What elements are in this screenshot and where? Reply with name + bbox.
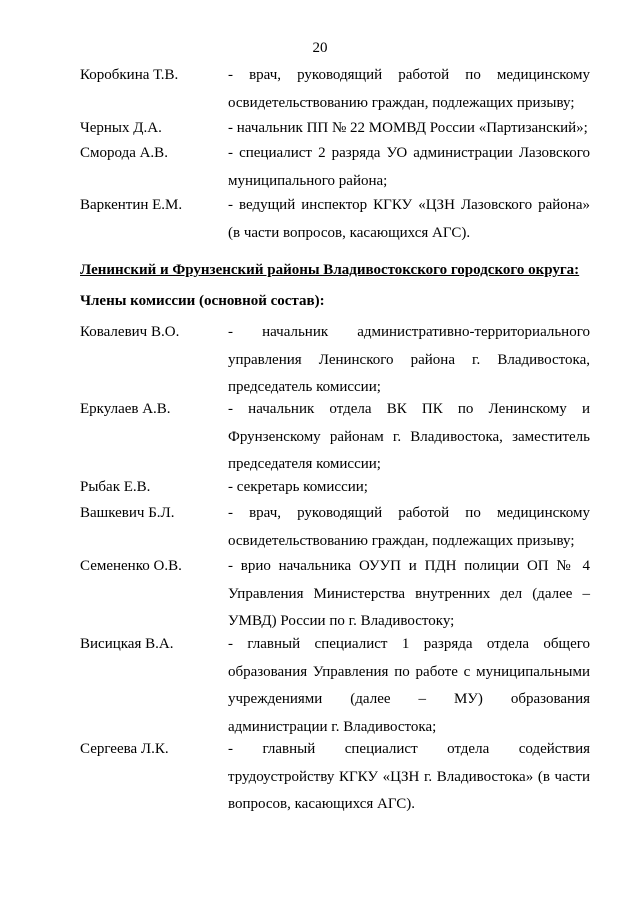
role-line: председатель комиссии; <box>228 379 381 395</box>
member-name: Сергеева Л.К. <box>80 741 169 757</box>
role-line: - главный специалист отдела содействия <box>228 741 590 757</box>
member-name: Еркулаев А.В. <box>80 401 171 417</box>
member-entry <box>80 142 590 195</box>
role-line: - врач, руководящий работой по медицинскому <box>228 505 590 521</box>
member-name: Семененко О.В. <box>80 558 182 574</box>
member-role <box>228 62 590 117</box>
member-entry <box>80 633 590 741</box>
member-role <box>228 396 590 479</box>
role-line: управления Ленинского района г. Владивостока, <box>228 351 590 368</box>
page-number: 20 <box>312 40 328 56</box>
member-role <box>228 736 590 819</box>
member-name: Висицкая В.А. <box>80 636 174 652</box>
role-line: - ведущий инспектор КГКУ «ЦЗН Лазовского района» <box>228 197 590 213</box>
member-entry <box>80 321 590 402</box>
subsection-title: Члены комиссии (основной состав): <box>80 293 325 309</box>
section-title: Ленинский и Фрунзенский районы Владивостокского городского округа: <box>80 262 580 278</box>
member-role <box>228 474 590 502</box>
role-line: (в части вопросов, касающихся АГС). <box>228 224 471 241</box>
role-line: учреждениями (далее – МУ) образования <box>228 691 590 707</box>
member-role <box>228 500 590 555</box>
member-name: Сморода А.В. <box>80 145 168 161</box>
role-line: - специалист 2 разряда УО администрации Лазовского <box>228 145 590 161</box>
member-name: Черных Д.А. <box>80 120 162 136</box>
member-name: Коробкина Т.В. <box>80 67 179 83</box>
role-line: муниципального района; <box>228 172 388 189</box>
role-line: - главный специалист 1 разряда отдела общего <box>228 636 590 652</box>
role-line: - начальник отдела ВК ПК по Ленинскому и <box>228 401 590 417</box>
role-line: трудоустройству КГКУ «ЦЗН г. Владивостока» (в части <box>228 768 590 785</box>
member-entry <box>80 398 590 479</box>
member-entry <box>80 502 590 555</box>
member-role <box>228 631 590 741</box>
role-line: Фрунзенскому районам г. Владивостока, заместитель <box>228 428 590 445</box>
role-line: председателя комиссии; <box>228 456 381 472</box>
member-entry <box>80 117 590 143</box>
member-entry <box>80 555 590 636</box>
member-role <box>228 115 590 143</box>
role-line: - начальник ПП № 22 МОМВД России «Партизанский»; <box>228 120 588 136</box>
member-role <box>228 140 590 195</box>
role-line: - секретарь комиссии; <box>228 479 368 495</box>
role-line: освидетельствованию граждан, подлежащих призыву; <box>228 94 575 111</box>
member-entry <box>80 738 590 819</box>
role-line: УМВД) России по г. Владивостоку; <box>228 613 455 629</box>
member-name: Рыбак Е.В. <box>80 479 151 495</box>
member-role <box>228 553 590 636</box>
member-role <box>228 319 590 402</box>
member-name: Вашкевич Б.Л. <box>80 505 175 521</box>
role-line: - врио начальника ОУУП и ПДН полиции ОП № 4 <box>228 558 590 574</box>
role-line: - врач, руководящий работой по медицинскому <box>228 67 590 83</box>
member-entry <box>80 194 590 247</box>
member-entry <box>80 476 590 502</box>
role-line: Управления Министерства внутренних дел (далее – <box>228 585 590 602</box>
role-line: образования Управления по работе с муниципальными <box>228 663 590 680</box>
member-name: Варкентин Е.М. <box>80 197 183 213</box>
role-line: освидетельствованию граждан, подлежащих призыву; <box>228 532 575 549</box>
member-name: Ковалевич В.О. <box>80 324 180 340</box>
role-line: администрации г. Владивостока; <box>228 718 437 735</box>
role-line: - начальник административно-территориального <box>228 324 590 340</box>
member-role <box>228 192 590 247</box>
member-entry <box>80 64 590 117</box>
role-line: вопросов, касающихся АГС). <box>228 796 416 812</box>
